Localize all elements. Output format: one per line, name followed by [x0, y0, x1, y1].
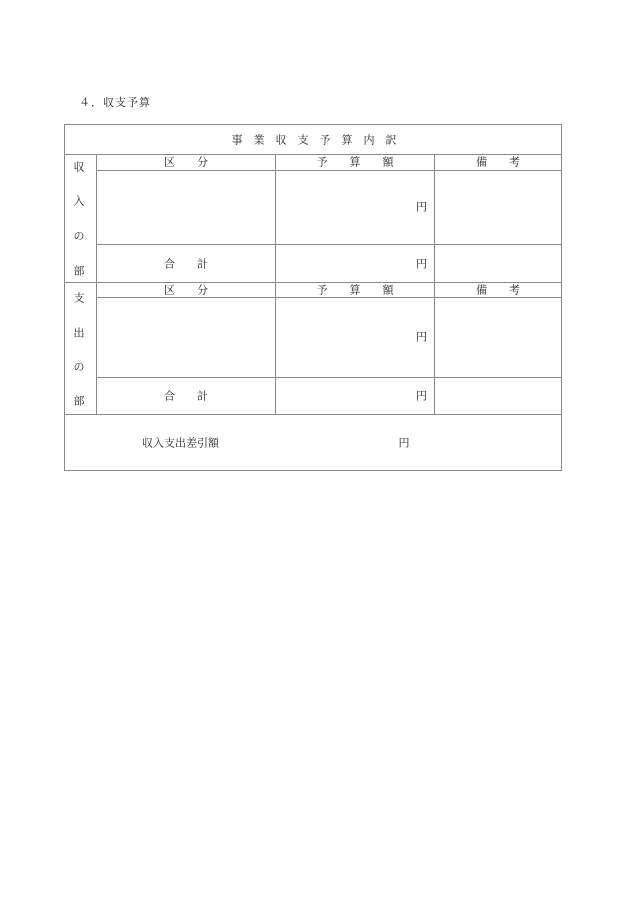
section-heading: ４．収支予算	[79, 96, 151, 109]
income-amount-unit: 円	[416, 200, 427, 214]
rule-expense-section-bottom	[65, 414, 562, 415]
expense-header-category: 区 分	[164, 283, 208, 297]
income-total-unit: 円	[416, 257, 427, 271]
rule-category-amount-divider	[275, 154, 276, 414]
income-label-char-2: 入	[73, 194, 85, 208]
expense-label-char-4: 部	[73, 394, 85, 408]
income-label-char-1: 収	[73, 160, 85, 174]
expense-header-budget-amount: 予 算 額	[316, 283, 394, 297]
expense-total-label: 合 計	[164, 389, 208, 403]
income-header-category: 区 分	[164, 155, 208, 169]
expense-total-unit: 円	[416, 389, 427, 403]
expense-label-char-2: 出	[73, 326, 85, 340]
income-header-budget-amount: 予 算 額	[316, 155, 394, 169]
income-total-label: 合 計	[164, 257, 208, 271]
expense-header-remarks: 備 考	[476, 283, 520, 297]
budget-table	[64, 124, 562, 471]
rule-income-detail-bottom	[96, 244, 562, 245]
balance-unit: 円	[398, 436, 410, 450]
income-label-char-4: 部	[73, 264, 85, 278]
rule-expense-header-bottom	[96, 297, 562, 298]
income-label-char-3: の	[73, 229, 85, 243]
expense-label-char-1: 支	[73, 291, 85, 305]
rule-section-label-divider	[96, 154, 97, 414]
expense-amount-unit: 円	[416, 330, 427, 344]
table-title: 事 業 収 支 予 算 内 訳	[231, 133, 397, 147]
rule-expense-detail-bottom	[96, 377, 562, 378]
expense-label-char-3: の	[73, 360, 85, 374]
balance-label: 収入支出差引額	[142, 436, 219, 450]
rule-amount-remarks-divider	[434, 154, 435, 414]
income-header-remarks: 備 考	[476, 155, 520, 169]
rule-income-header-bottom	[96, 170, 562, 171]
